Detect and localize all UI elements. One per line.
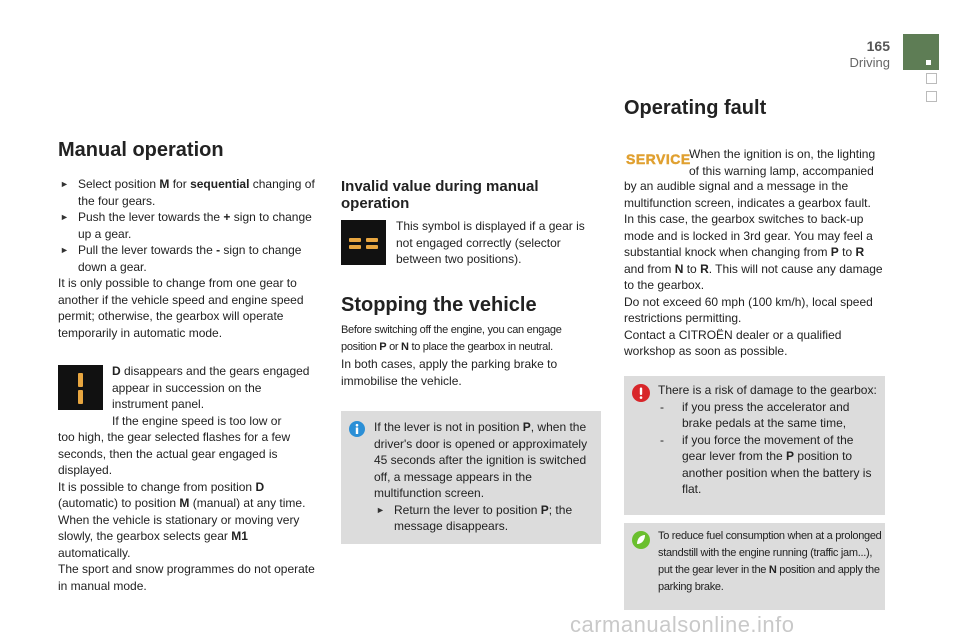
bullet-select-position: ► Select position M for sequential changing of the four gears. bbox=[60, 177, 315, 208]
eco-tip-box bbox=[624, 523, 885, 610]
warning-icon bbox=[632, 384, 650, 402]
operating-fault-heading: Operating fault bbox=[624, 97, 767, 119]
chapter-tab-empty-2[interactable] bbox=[926, 91, 937, 102]
watermark: carmanualsonline.info bbox=[570, 612, 795, 637]
page-number: 165 bbox=[866, 38, 890, 54]
info-icon bbox=[349, 421, 365, 437]
gear-change-condition: It is only possible to change from one gear to another if the vehicle speed and engine speed permit; otherwise, the gearbox will operate temporarily in automatic mode. bbox=[58, 276, 304, 340]
stopping-vehicle-text: Before switching off the engine, you can engage position P or N to place the gearbox in neutral. In both cases, apply the parking brake to immobilise the vehicle. bbox=[341, 324, 562, 388]
info-text: If the lever is not in position P, when the driver's door is opened or approximately 45 seconds after the ignition is switched off, a message appears in the multifunction screen. ► Return the lever to position P; the message disappears. bbox=[374, 419, 592, 535]
info-box bbox=[341, 411, 601, 544]
warning-box bbox=[624, 376, 885, 515]
manual-operation-text bbox=[58, 176, 316, 341]
d-disappears-text: D disappears and the gears engaged appear in succession on the instrument panel. If the engine speed is too low or bbox=[112, 364, 310, 428]
manual-operation-heading: Manual operation bbox=[58, 139, 224, 161]
bullet-pull-lever: ► Pull the lever towards the - sign to change down a gear. bbox=[60, 243, 302, 274]
fault-text: by an audible signal and a message in the multifunction screen, indicates a gearbox fault. In this case, the gearbox switches to back-up mode and is locked in 3rd gear. You may feel a substantial knock when changing from P to R and from N to R. This will not cause any damage to the gearbox. Do not exceed 60 mph (100 km/h), local speed restrictions permitting. Contact a CITROËN dealer or a qualified workshop as soon as possible. bbox=[624, 179, 883, 358]
service-warning-icon: SERVICE bbox=[626, 151, 691, 167]
arrow-bullet-icon: ► bbox=[60, 179, 69, 189]
chapter-tab-empty-1[interactable] bbox=[926, 73, 937, 84]
manual-operation-more: too high, the gear selected flashes for a few seconds, then the actual gear engaged is displayed. It is possible to change from position D (automatic) to position M (manual) at any time. When the vehicle is stationary or moving very slowly, the gearbox selects gear M1 automatically. The sport and snow programmes do not operate in manual mode. bbox=[58, 430, 315, 593]
section-title: Driving bbox=[849, 55, 890, 70]
invalid-gear-icon bbox=[341, 220, 386, 265]
gear-indicator-icon bbox=[58, 365, 103, 410]
arrow-bullet-icon: ► bbox=[376, 504, 385, 515]
bullet-push-lever: ► Push the lever towards the + sign to change up a gear. bbox=[60, 210, 312, 241]
warning-item-battery: - if you force the movement of the gear lever from the P position to another position when the battery is flat. bbox=[660, 432, 872, 496]
stopping-vehicle-heading: Stopping the vehicle bbox=[341, 294, 537, 316]
eco-tip-text: To reduce fuel consumption when at a prolonged standstill with the engine running (traffic jam...), put the gear lever in the N position and apply the parking brake. bbox=[658, 530, 882, 593]
chapter-tab[interactable] bbox=[903, 34, 939, 70]
fault-text-intro: When the ignition is on, the lighting of this warning lamp, accompanied bbox=[689, 147, 876, 178]
warning-text: There is a risk of damage to the gearbox: - if you press the accelerator and brake pedals at the same time, - if you force the movement of the gear lever from the P position to another position when the battery is flat. bbox=[658, 382, 880, 498]
arrow-bullet-icon: ► bbox=[60, 212, 69, 222]
arrow-bullet-icon: ► bbox=[60, 245, 69, 255]
invalid-value-text: This symbol is displayed if a gear is not engaged correctly (selector between two positions). bbox=[396, 219, 585, 266]
invalid-value-heading: Invalid value during manual operation bbox=[341, 178, 539, 212]
bullet-return-lever: ► Return the lever to position P; the message disappears. bbox=[376, 502, 573, 533]
warning-item-pedals: - if you press the accelerator and brake pedals at the same time, bbox=[660, 399, 850, 430]
tab-marker bbox=[926, 60, 931, 65]
eco-leaf-icon bbox=[632, 531, 650, 549]
